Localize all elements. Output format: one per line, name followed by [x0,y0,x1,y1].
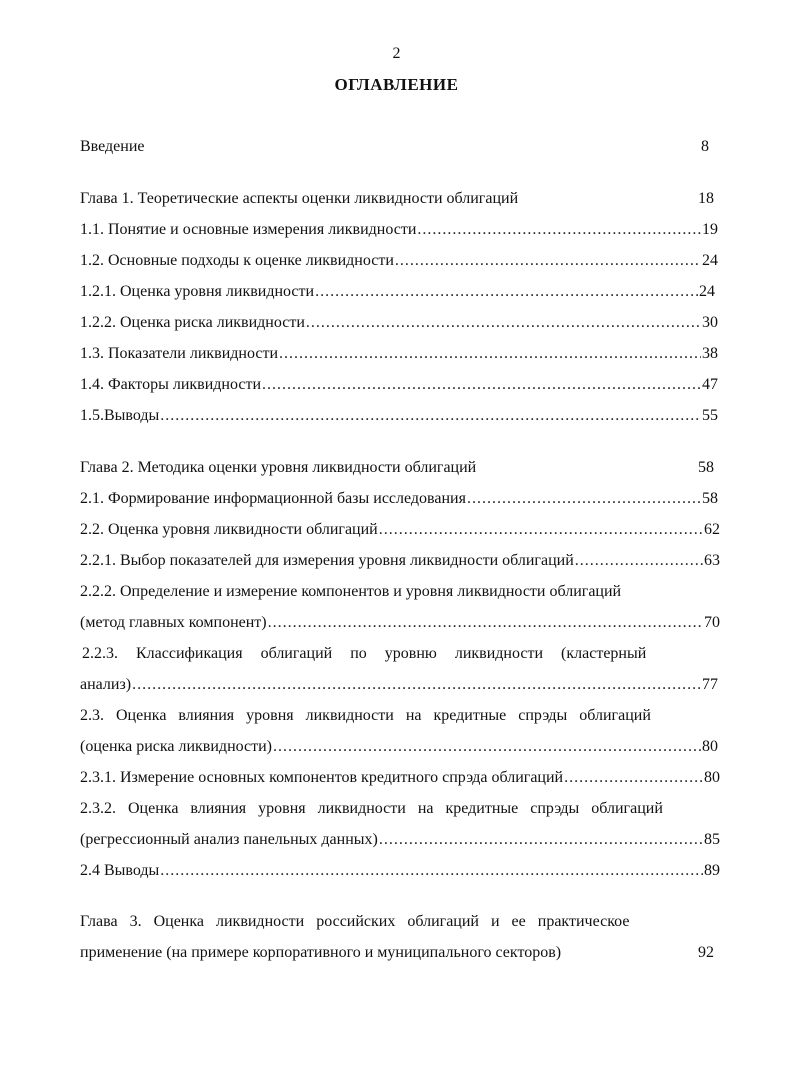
toc-entry [80,768,720,788]
toc-leader-dots [273,737,701,757]
toc-entry-label: 1.4. Факторы ликвидности [80,376,262,393]
toc-entry-label: 2.4 Выводы [80,862,160,879]
toc-entry [80,613,720,633]
toc-entry [80,675,718,695]
toc-entry-label-cont: (оценка риска ликвидности) [80,738,273,755]
toc-entry-page: 24 [699,283,715,300]
toc-entry [80,861,720,881]
toc-entry-page: 77 [702,676,718,693]
toc-entry-label: 2.3.1. Измерение основных компонентов кредитного спрэда облигаций [80,769,564,786]
toc-entry-label: 1.2.2. Оценка риска ликвидности [80,314,305,331]
toc-entry [80,313,718,333]
toc-chapter2-page: 58 [698,459,714,476]
toc-intro-label: Введение [80,138,145,155]
toc-entry-label: 2.3. Оценка влияния уровня ликвидности на кредитные спрэды облигаций [80,707,651,724]
toc-entry-label: 2.3.2. Оценка влияния уровня ликвидности на кредитные спрэды облигаций [80,800,663,817]
toc-entry-page: 24 [702,252,718,269]
toc-leader-dots [268,613,703,633]
toc-entry-page: 55 [702,407,718,424]
toc-entry-page: 63 [704,552,720,569]
toc-leader-dots [379,830,703,850]
toc-entry-page: 80 [702,738,718,755]
toc-entry [80,830,720,850]
toc-entry [80,406,718,426]
toc-entry-page: 80 [704,769,720,786]
toc-entry-label-cont: (регрессионный анализ панельных данных) [80,831,378,848]
toc-leader-dots [279,344,701,364]
toc-entry-page: 38 [702,345,718,362]
toc-entry-label: 2.2.2. Определение и измерение компонентов и уровня ликвидности облигаций [80,583,622,600]
toc-leader-dots [575,551,703,571]
toc-chapter2-heading: Глава 2. Методика оценки уровня ликвидности облигаций [80,459,477,476]
toc-leader-dots [564,768,703,788]
toc-chapter3-heading-cont: применение (на примере корпоративного и муниципального секторов) [80,944,562,961]
toc-entry-page: 30 [702,314,718,331]
toc-entry-label: 2.1. Формирование информационной базы исследования [80,490,466,507]
toc-chapter3-heading: Глава 3. Оценка ликвидности российских облигаций и ее практическое [80,913,630,930]
toc-entry-wrapped-line [80,582,721,602]
toc-leader-dots [417,220,701,240]
toc-leader-dots [467,489,701,509]
page-title: ОГЛАВЛЕНИЕ [334,75,459,94]
toc-entry-label: 1.1. Понятие и основные измерения ликвидности [80,221,417,238]
toc-leader-dots [379,520,703,540]
toc-entry-label-cont: (метод главных компонент) [80,614,267,631]
toc-chapter3-page: 92 [698,944,714,961]
toc-intro-page: 8 [701,138,709,155]
toc-entry-label: 1.3. Показатели ликвидности [80,345,279,362]
toc-entry-label: 2.2.1. Выбор показателей для измерения уровня ликвидности облигаций [80,552,574,569]
toc-chapter1-page: 18 [698,190,714,207]
toc-entry-label: 2.2.3. Классификация облигаций по уровню ликвидности (кластерный [82,645,647,662]
toc-leader-dots [306,313,701,333]
toc-entry-page: 19 [702,221,718,238]
toc-entry-page: 85 [704,831,720,848]
toc-entry-page: 47 [702,376,718,393]
toc-entry-label: 1.5.Выводы [80,407,160,424]
toc-leader-dots [160,861,703,881]
page-number: 2 [392,45,401,62]
toc-entry [80,251,718,271]
toc-entry-page: 89 [704,862,720,879]
toc-entry [80,551,720,571]
toc-entry [80,282,715,302]
toc-leader-dots [160,406,701,426]
toc-entry-page: 62 [704,521,720,538]
toc-entry-label: 1.2. Основные подходы к оценке ликвидности [80,252,394,269]
toc-entry [80,520,720,540]
toc-chapter1-heading: Глава 1. Теоретические аспекты оценки ликвидности облигаций [80,190,519,207]
toc-leader-dots [395,251,701,271]
toc-leader-dots [315,282,698,302]
toc-entry-page: 58 [702,490,718,507]
toc-entry-page: 70 [704,614,720,631]
toc-entry-label: 2.2. Оценка уровня ликвидности облигаций [80,521,378,538]
toc-entry [80,220,718,240]
toc-entry [80,489,718,509]
toc-leader-dots [262,375,701,395]
toc-entry-label-cont: анализ) [80,676,132,693]
toc-entry [80,737,718,757]
toc-entry-label: 1.2.1. Оценка уровня ликвидности [80,283,315,300]
toc-entry [80,344,718,364]
toc-entry [80,375,718,395]
toc-leader-dots [132,675,701,695]
